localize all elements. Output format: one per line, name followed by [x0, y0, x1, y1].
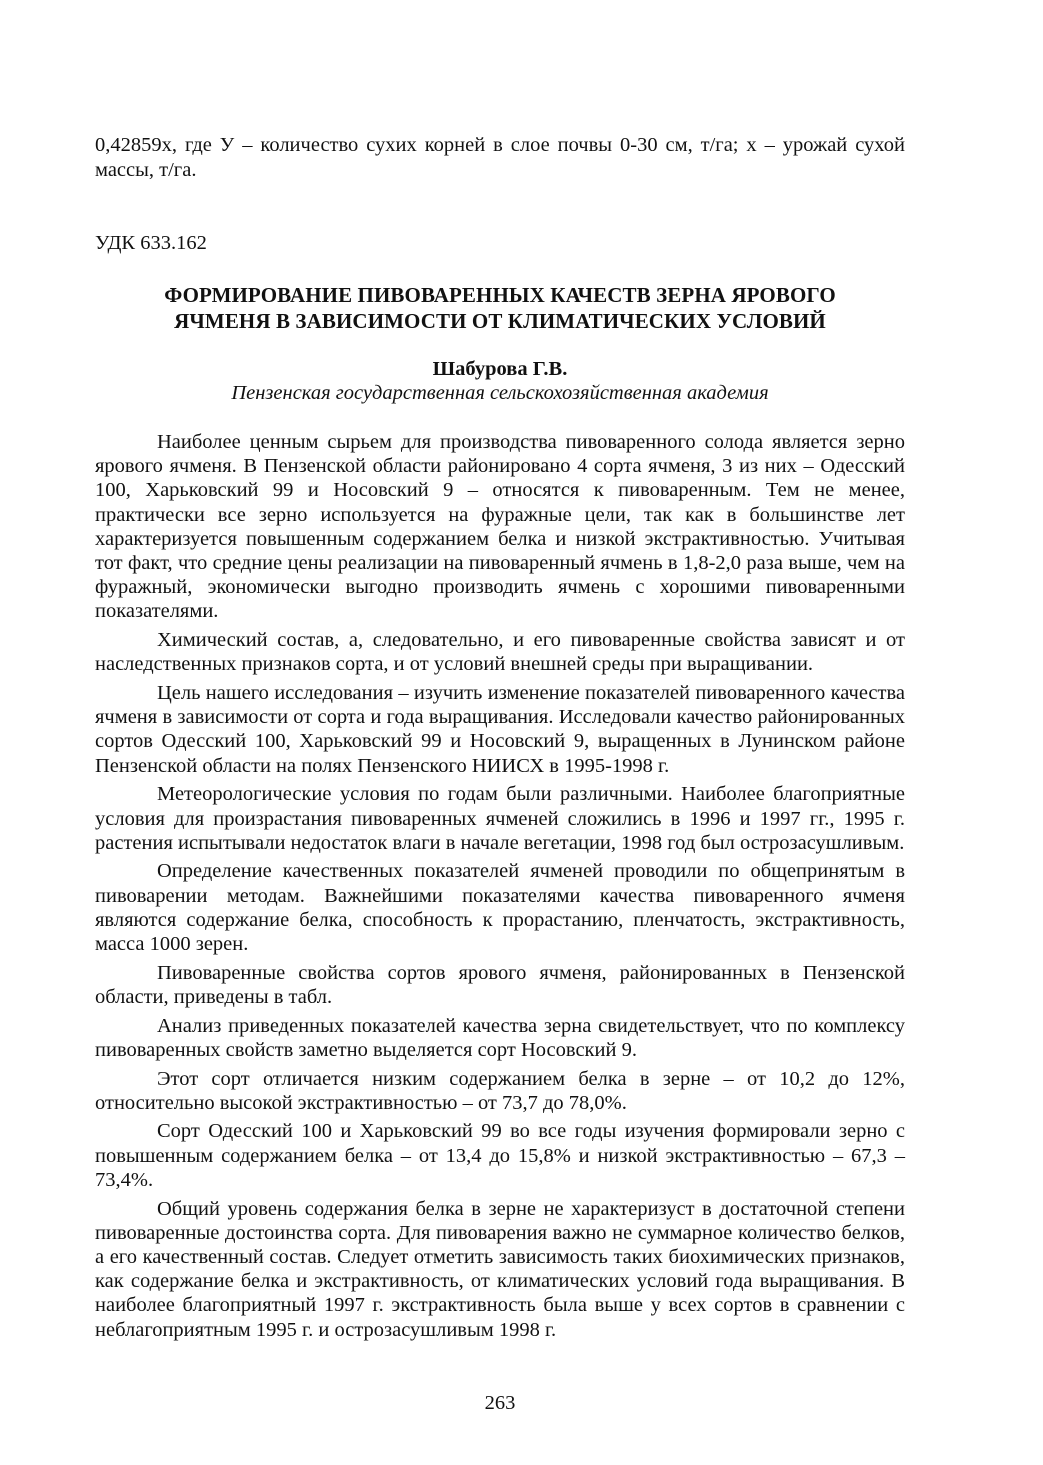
previous-article-fragment: 0,42859x, где У – количество сухих корней в слое почвы 0-30 см, т/га; х – урожай сухой массы, т/га. [95, 134, 905, 181]
author: Шабурова Г.В. [432, 358, 568, 380]
paragraph: Метеорологические условия по годам были различными. Наиболее благоприятные условия для произрастания пивоваренных ячменей сложились в 1996 и 1997 гг., 1995 г. растения испытывали недостаток влаги в начале вегетации, 1998 год был острозасушливым. [95, 783, 905, 854]
article-body [95, 430, 905, 1346]
paragraph: Пивоваренные свойства сортов ярового ячменя, районированных в Пензенской области, приведены в табл. [95, 961, 905, 1008]
title-line-1: ФОРМИРОВАНИЕ ПИВОВАРЕННЫХ КАЧЕСТВ ЗЕРНА ЯРОВОГО [164, 283, 836, 307]
paragraph: Наиболее ценным сырьем для производства пивоваренного солода является зерно ярового ячменя. В Пензенской области районировано 4 сорта ячменя, 3 из них – Одесский 100, Харьковский 99 и Носовский 9 – относятся к пивоваренным. Тем не менее, практически все зерно используется на фуражные цели, так как в большинстве лет характеризуется повышенным содержанием белка и низкой экстрактивностью. Учитывая тот факт, что средние цены реализации на пивоваренный ячмень в 1,8-2,0 раза выше, чем на фуражный, экономически выгодно производить ячмень с хорошими пивоваренными показателями. [95, 431, 905, 623]
article-title [95, 282, 905, 334]
paragraph: Общий уровень содержания белка в зерне не характеризуст в достаточной степени пивоваренные достоинства сорта. Для пивоварения важно не суммарное количество белков, а его качественный состав. Следует отметить зависимость таких биохимических признаков, как содержание белка и экстрактивность, от климатических условий года выращивания. В наиболее благоприятный 1997 г. экстрактивность была выше у всех сортов в сравнении с неблагоприятным 1995 г. и острозасушливым 1998 г. [95, 1197, 905, 1341]
paragraph: Этот сорт отличается низким содержанием белка в зерне – от 10,2 до 12%, относительно высокой экстрактивностью – от 73,7 до 78,0%. [95, 1067, 905, 1114]
title-line-2: ЯЧМЕНЯ В ЗАВИСИМОСТИ ОТ КЛИМАТИЧЕСКИХ УСЛОВИЙ [174, 309, 826, 333]
paragraph: Сорт Одесский 100 и Харьковский 99 во все годы изучения формировали зерно с повышенным содержанием белка – от 13,4 до 15,8% и низкой экстрактивностью – 67,3 – 73,4%. [95, 1120, 905, 1191]
udk-code: УДК 633.162 [95, 232, 207, 254]
document-page [95, 0, 905, 1465]
paragraph: Химический состав, а, следовательно, и его пивоваренные свойства зависят и от наследственных признаков сорта, и от условий внешней среды при выращивании. [95, 629, 905, 676]
paragraph: Анализ приведенных показателей качества зерна свидетельствует, что по комплексу пивоваренных свойств заметно выделяется сорт Носовский 9. [95, 1014, 905, 1061]
paragraph: Цель нашего исследования – изучить изменение показателей пивоваренного качества ячменя в зависимости от сорта и года выращивания. Исследовали качество районированных сортов Одесский 100, Харьковский 99 и Носовский 9, выращенных в Лунинском районе Пензенской области на полях Пензенского НИИСХ в 1995-1998 г. [95, 682, 905, 777]
page-number: 263 [484, 1392, 516, 1414]
affiliation: Пензенская государственная сельскохозяйственная академия [231, 382, 769, 404]
paragraph: Определение качественных показателей ячменей проводили по общепринятым в пивоварении методам. Важнейшими показателями качества пивоваренного ячменя являются содержание белка, способность к прорастанию, пленчатость, экстрактивность, масса 1000 зерен. [95, 860, 905, 956]
